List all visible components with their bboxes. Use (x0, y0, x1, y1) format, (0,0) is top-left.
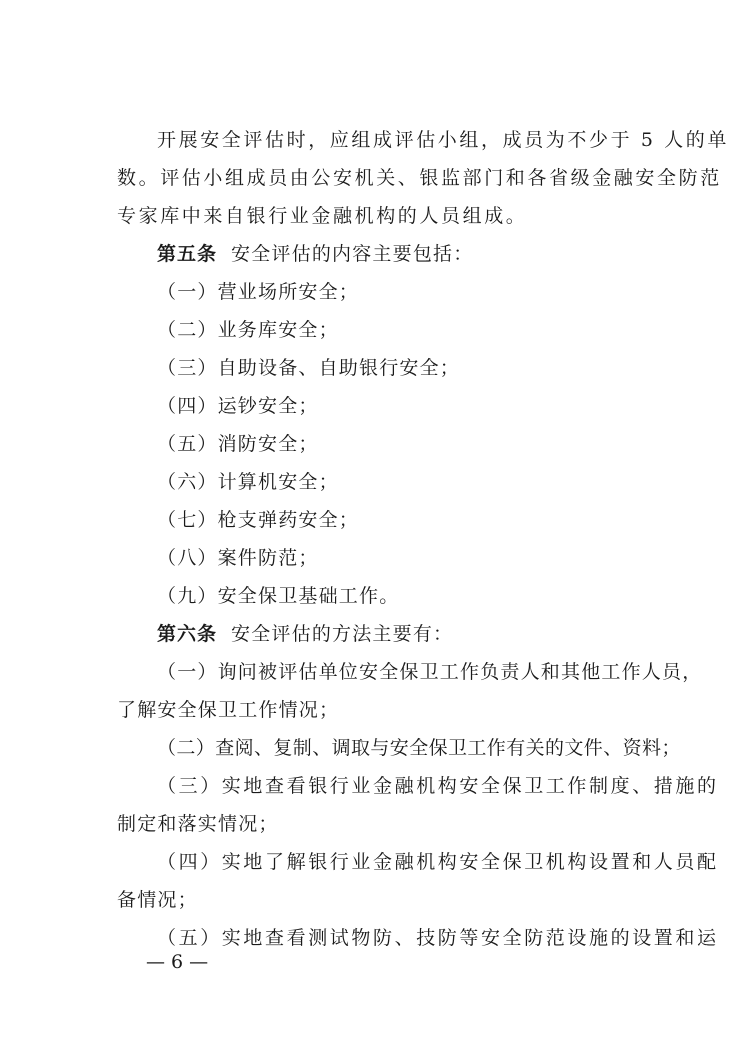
list-item: （七）枪支弹药安全； (157, 509, 360, 531)
paragraph-line: 专家库中来自银行业金融机构的人员组成。 (117, 205, 528, 227)
article-6-heading (157, 622, 453, 646)
list-item: （一）营业场所安全； (157, 281, 360, 303)
list-item: （三）自助设备、自助银行安全； (157, 357, 461, 379)
article-5-title: 第五条 (157, 243, 218, 265)
list-item: （六）计算机安全； (157, 471, 339, 493)
article-6-text: 安全评估的方法主要有： (231, 623, 454, 645)
list-item-continued: 制定和落实情况； (117, 813, 279, 835)
list-item: （二）查阅、复制、调取与安全保卫工作有关的文件、资料； (157, 737, 681, 759)
list-item: （三）实地查看银行业金融机构安全保卫工作制度、措施的 (157, 775, 719, 797)
page-number: — 6 — (146, 951, 209, 973)
list-item-continued: 备情况； (117, 889, 198, 911)
list-item: （四）实地了解银行业金融机构安全保卫机构设置和人员配 (157, 851, 719, 873)
list-item: （五）实地查看测试物防、技防等安全防范设施的设置和运 (157, 927, 719, 949)
list-item: （一）询问被评估单位安全保卫工作负责人和其他工作人员， (157, 661, 703, 683)
paragraph-line: 数。评估小组成员由公安机关、银监部门和各省级金融安全防范 (117, 167, 722, 189)
list-item-continued: 了解安全保卫工作情况； (117, 699, 340, 721)
list-item: （五）消防安全； (157, 433, 319, 455)
list-item: （八）案件防范； (157, 547, 319, 569)
article-6-title: 第六条 (157, 623, 218, 645)
list-item: （四）运钞安全； (157, 395, 319, 417)
paragraph-line: 开展安全评估时，应组成评估小组，成员为不少于 5 人的单 (157, 129, 729, 151)
list-item: （二）业务库安全； (157, 319, 339, 341)
article-5-heading (157, 242, 473, 266)
article-5-text: 安全评估的内容主要包括： (231, 243, 474, 265)
list-item: （九）安全保卫基础工作。 (157, 585, 400, 607)
